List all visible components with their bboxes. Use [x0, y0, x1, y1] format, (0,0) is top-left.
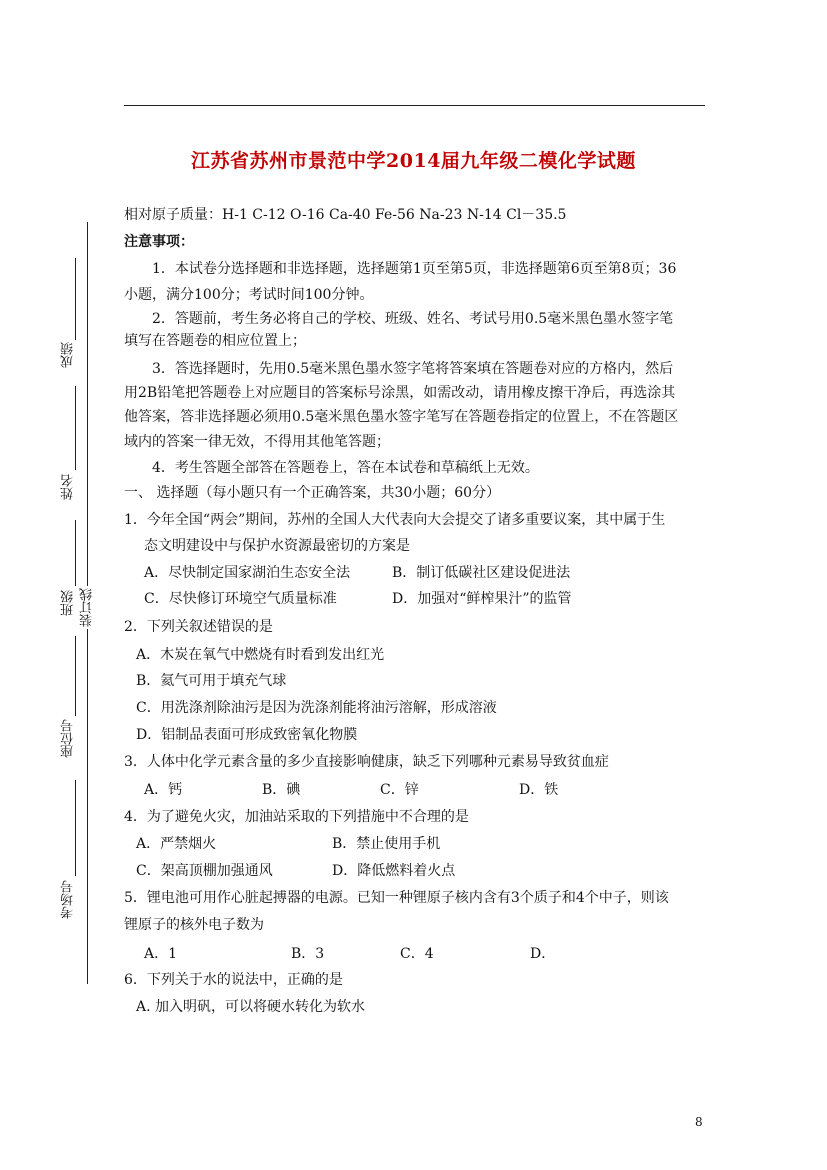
seat-rule	[75, 636, 76, 716]
name-rule	[75, 386, 76, 470]
question-6-option-a: A. 加入明矾，可以将硬水转化为软水	[136, 999, 366, 1015]
notice-line: 3．答选择题时，先用0.5毫米黑色墨水签字笔将答案填在答题卷对应的方格内，然后	[152, 361, 674, 377]
seat-label: 座位号	[61, 719, 76, 758]
question-2-option-d: D．铝制品表面可形成致密氧化物膜	[136, 727, 358, 743]
question-4-option-c: C．架高顶棚加强通风	[136, 863, 273, 879]
question-3-stem: 3．人体中化学元素含量的多少直接影响健康，缺乏下列哪种元素易导致贫血症	[124, 754, 609, 770]
score-label: 成绩	[61, 342, 76, 368]
class-label: 班级	[61, 590, 76, 616]
room-label: 考场号	[61, 880, 76, 919]
question-1-option-b: B．制订低碳社区建设促进法	[392, 565, 571, 581]
question-3-option-d: D．铁	[519, 782, 559, 798]
name-label: 姓名	[61, 474, 76, 500]
question-1-option-c: C．尽快修订环境空气质量标准	[144, 591, 337, 607]
question-5-option-b: B．3	[291, 946, 325, 962]
class-rule	[75, 520, 76, 586]
question-1-option-d: D．加强对“鲜榨果汁”的监管	[392, 591, 572, 607]
notice-line: 域内的答案一律无效，不得用其他笔答题；	[124, 434, 390, 450]
page-title: 江苏省苏州市景范中学2014届九年级二模化学试题	[191, 150, 636, 172]
question-4-stem: 4．为了避免火灾，加油站采取的下列措施中不合理的是	[124, 809, 469, 825]
question-4-option-d: D．降低燃料着火点	[332, 863, 456, 879]
notice-line: 用2B铅笔把答题卷上对应题目的答案标号涂黑，如需改动，请用橡皮擦干净后，再选涂其	[124, 385, 676, 401]
question-2-stem: 2．下列关叙述错误的是	[124, 619, 273, 635]
question-3-option-a: A．钙	[144, 782, 183, 798]
question-3-option-b: B．碘	[262, 782, 301, 798]
binding-line-label: 装订线	[80, 588, 95, 627]
question-2-option-a: A．木炭在氧气中燃烧有时看到发出红光	[136, 647, 385, 663]
page-number: 8	[695, 1115, 703, 1129]
section-heading: 一、 选择题（每小题只有一个正确答案，共30小题；60分）	[124, 485, 501, 501]
question-5-option-c: C．4	[400, 946, 434, 962]
score-rule	[75, 258, 76, 340]
question-5-option-d: D．	[530, 946, 556, 962]
header-rule	[124, 105, 705, 106]
notice-line: 4．考生答题全部答在答题卷上，答在本试卷和草稿纸上无效。	[152, 460, 539, 476]
notice-line: 填写在答题卷的相应位置上；	[124, 333, 306, 349]
notice-line: 小题，满分100分；考试时间100分钟。	[124, 287, 374, 303]
question-5-stem: 锂原子的核外电子数为	[124, 917, 264, 933]
question-1-stem: 1．今年全国“两会”期间，苏州的全国人大代表向大会提交了诸多重要议案，其中属于生	[124, 512, 666, 528]
question-4-option-a: A．严禁烟火	[136, 836, 217, 852]
notice-line: 2．答题前，考生务必将自己的学校、班级、姓名、考试号用0.5毫米黑色墨水签字笔	[152, 311, 674, 327]
notice-line: 他答案，答非选择题必须用0.5毫米黑色墨水签字笔写在答题卷指定的位置上，不在答题区	[124, 409, 679, 425]
notice-line: 1．本试卷分选择题和非选择题，选择题第1页至第5页，非选择题第6页至第8页；36	[152, 261, 677, 277]
question-1-option-a: A．尽快制定国家湖泊生态安全法	[144, 565, 351, 581]
question-5-stem: 5．锂电池可用作心脏起搏器的电源。已知一种锂原子核内含有3个质子和4个中子，则该	[124, 890, 669, 906]
question-4-option-b: B．禁止使用手机	[332, 836, 441, 852]
notice-heading: 注意事项：	[124, 234, 194, 250]
atomic-mass-line: 相对原子质量：H-1 C-12 O-16 Ca-40 Fe-56 Na-23 N-14 Cl－35.5	[124, 207, 567, 223]
question-6-stem: 6．下列关于水的说法中，正确的是	[124, 972, 343, 988]
question-3-option-c: C．锌	[380, 782, 419, 798]
question-2-option-c: C．用洗涤剂除油污是因为洗涤剂能将油污溶解，形成溶液	[136, 700, 497, 716]
question-1-stem: 态文明建设中与保护水资源最密切的方案是	[144, 538, 410, 554]
question-2-option-b: B．氦气可用于填充气球	[136, 673, 287, 689]
room-rule	[75, 780, 76, 876]
question-5-option-a: A．1	[144, 946, 178, 962]
